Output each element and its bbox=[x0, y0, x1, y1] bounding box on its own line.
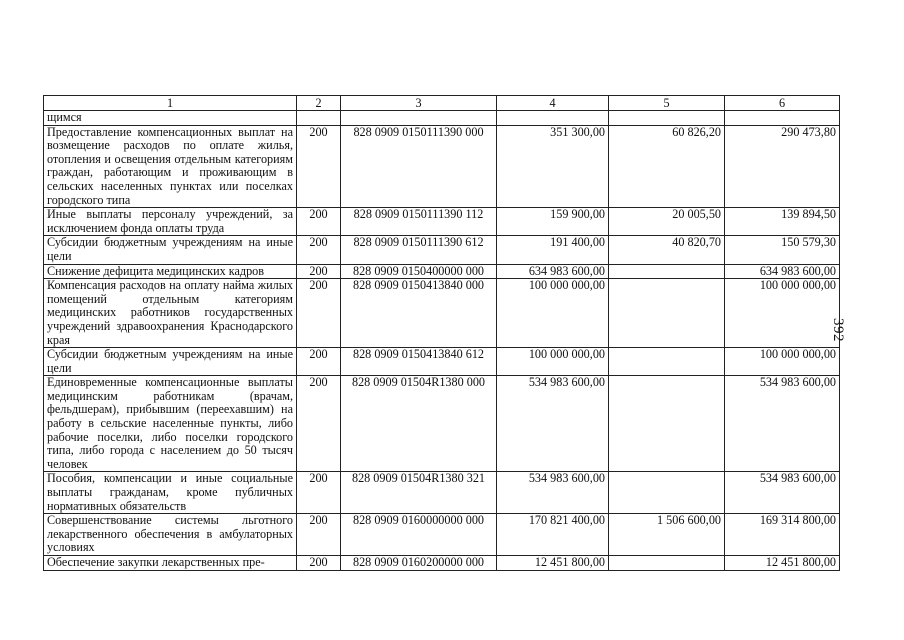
row-col2-cell: 200 bbox=[297, 514, 341, 556]
row-col6-cell: 534 983 600,00 bbox=[725, 376, 840, 472]
row-col5-cell bbox=[609, 264, 725, 279]
row-col5-cell: 60 826,20 bbox=[609, 125, 725, 208]
row-col5-cell bbox=[609, 556, 725, 571]
header-cell-4: 4 bbox=[497, 96, 609, 111]
row-code-cell: 828 0909 0150111390 000 bbox=[341, 125, 497, 208]
row-code-cell: 828 0909 0150413840 000 bbox=[341, 279, 497, 348]
header-cell-3: 3 bbox=[341, 96, 497, 111]
row-code-cell: 828 0909 0150413840 612 bbox=[341, 348, 497, 376]
table-row bbox=[44, 348, 840, 376]
row-name-cell: Пособия, компенсации и иные социальные выплаты гражданам, кроме публичных нормативных обязательств bbox=[44, 472, 297, 514]
row-col2-cell: 200 bbox=[297, 556, 341, 571]
row-col5-cell bbox=[609, 111, 725, 126]
row-col5-cell bbox=[609, 472, 725, 514]
row-code-cell: 828 0909 0150111390 112 bbox=[341, 208, 497, 236]
table-row bbox=[44, 376, 840, 472]
table-row bbox=[44, 125, 840, 208]
row-col5-cell bbox=[609, 279, 725, 348]
row-name-cell: Совершенствование системы льготного лекарственного обеспечения в амбулаторных условиях bbox=[44, 514, 297, 556]
row-col4-cell: 634 983 600,00 bbox=[497, 264, 609, 279]
row-col6-cell: 100 000 000,00 bbox=[725, 348, 840, 376]
table-row bbox=[44, 236, 840, 264]
row-col2-cell: 200 bbox=[297, 125, 341, 208]
row-col2-cell: 200 bbox=[297, 376, 341, 472]
row-code-cell bbox=[341, 111, 497, 126]
row-col4-cell: 159 900,00 bbox=[497, 208, 609, 236]
table-row bbox=[44, 472, 840, 514]
table-row bbox=[44, 514, 840, 556]
row-col6-cell bbox=[725, 111, 840, 126]
row-col5-cell: 20 005,50 bbox=[609, 208, 725, 236]
row-col2-cell: 200 bbox=[297, 236, 341, 264]
table-row bbox=[44, 208, 840, 236]
row-col6-cell: 634 983 600,00 bbox=[725, 264, 840, 279]
table-row bbox=[44, 264, 840, 279]
row-name-cell: Компенсация расходов на оплату найма жилых помещений отдельным категориям медицинских работников государственных учреждений здравоохранения Краснодарского края bbox=[44, 279, 297, 348]
row-col2-cell bbox=[297, 111, 341, 126]
row-col5-cell bbox=[609, 348, 725, 376]
row-code-cell: 828 0909 01504R1380 321 bbox=[341, 472, 497, 514]
row-col4-cell: 12 451 800,00 bbox=[497, 556, 609, 571]
row-col5-cell: 40 820,70 bbox=[609, 236, 725, 264]
row-col6-cell: 169 314 800,00 bbox=[725, 514, 840, 556]
row-code-cell: 828 0909 0160200000 000 bbox=[341, 556, 497, 571]
row-name-cell: Предоставление компенсационных выплат на возмещение расходов по оплате жилья, отопления и освещения отдельным категориям граждан, работающим и проживающим в сельских населенных пунктах или поселках городского типа bbox=[44, 125, 297, 208]
row-name-cell: Единовременные компенсационные выплаты медицинским работникам (врачам, фельдшерам), прибывшим (переехавшим) на работу в сельские населенные пункты, либо рабочие поселки, либо поселки городского типа, либо города с населением до 50 тысяч человек bbox=[44, 376, 297, 472]
row-name-cell: Субсидии бюджетным учреждениям на иные цели bbox=[44, 236, 297, 264]
row-name-cell: Обеспечение закупки лекарственных пре- bbox=[44, 556, 297, 571]
row-col4-cell bbox=[497, 111, 609, 126]
row-name-cell: щимся bbox=[44, 111, 297, 126]
row-col5-cell: 1 506 600,00 bbox=[609, 514, 725, 556]
table-row bbox=[44, 111, 840, 126]
table-row bbox=[44, 556, 840, 571]
header-row bbox=[44, 96, 840, 111]
row-col2-cell: 200 bbox=[297, 264, 341, 279]
row-name-cell: Иные выплаты персоналу учреждений, за исключением фонда оплаты труда bbox=[44, 208, 297, 236]
row-col6-cell: 150 579,30 bbox=[725, 236, 840, 264]
row-col6-cell: 139 894,50 bbox=[725, 208, 840, 236]
row-col2-cell: 200 bbox=[297, 279, 341, 348]
row-col5-cell bbox=[609, 376, 725, 472]
row-col4-cell: 191 400,00 bbox=[497, 236, 609, 264]
row-code-cell: 828 0909 0150111390 612 bbox=[341, 236, 497, 264]
row-col4-cell: 100 000 000,00 bbox=[497, 348, 609, 376]
row-col4-cell: 351 300,00 bbox=[497, 125, 609, 208]
row-code-cell: 828 0909 01504R1380 000 bbox=[341, 376, 497, 472]
header-cell-5: 5 bbox=[609, 96, 725, 111]
row-code-cell: 828 0909 0150400000 000 bbox=[341, 264, 497, 279]
row-col4-cell: 100 000 000,00 bbox=[497, 279, 609, 348]
header-cell-6: 6 bbox=[725, 96, 840, 111]
header-cell-2: 2 bbox=[297, 96, 341, 111]
row-col6-cell: 534 983 600,00 bbox=[725, 472, 840, 514]
header-cell-1: 1 bbox=[44, 96, 297, 111]
row-code-cell: 828 0909 0160000000 000 bbox=[341, 514, 497, 556]
row-name-cell: Субсидии бюджетным учреждениям на иные цели bbox=[44, 348, 297, 376]
page-number: 392 bbox=[830, 318, 846, 342]
row-col6-cell: 12 451 800,00 bbox=[725, 556, 840, 571]
row-col4-cell: 170 821 400,00 bbox=[497, 514, 609, 556]
row-col2-cell: 200 bbox=[297, 348, 341, 376]
row-col4-cell: 534 983 600,00 bbox=[497, 472, 609, 514]
row-col2-cell: 200 bbox=[297, 208, 341, 236]
row-col6-cell: 290 473,80 bbox=[725, 125, 840, 208]
table-row bbox=[44, 279, 840, 348]
row-col6-cell: 100 000 000,00 bbox=[725, 279, 840, 348]
row-col4-cell: 534 983 600,00 bbox=[497, 376, 609, 472]
row-name-cell: Снижение дефицита медицинских кадров bbox=[44, 264, 297, 279]
budget-table bbox=[43, 95, 840, 571]
row-col2-cell: 200 bbox=[297, 472, 341, 514]
